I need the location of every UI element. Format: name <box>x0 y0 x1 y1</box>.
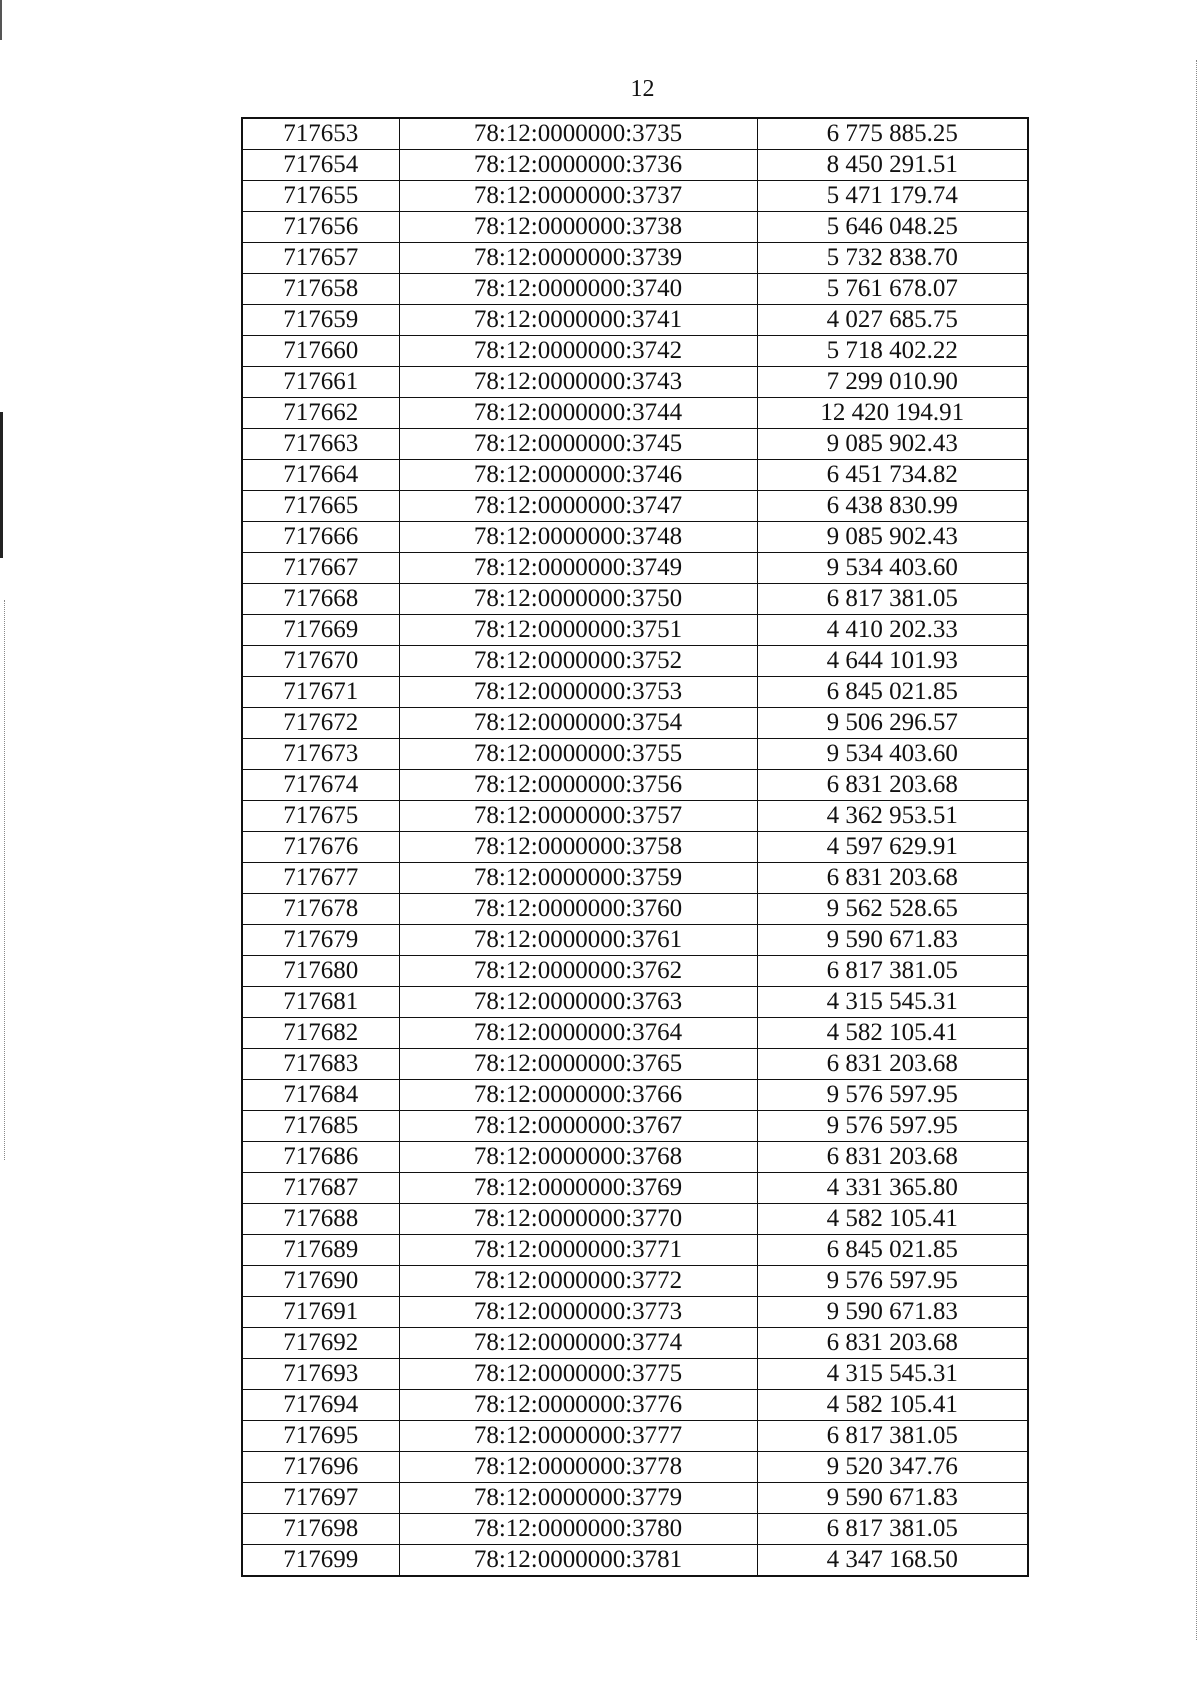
row-id-cell: 717679 <box>242 925 399 956</box>
cadastral-number-cell: 78:12:0000000:3773 <box>399 1297 757 1328</box>
table-row <box>242 956 1028 987</box>
cadastral-number-cell: 78:12:0000000:3767 <box>399 1111 757 1142</box>
row-id-cell: 717698 <box>242 1514 399 1545</box>
cadastral-value-cell: 9 085 902.43 <box>757 522 1028 553</box>
row-id-cell: 717680 <box>242 956 399 987</box>
cadastral-value-table <box>241 117 1027 1577</box>
table-row <box>242 1080 1028 1111</box>
cadastral-value-cell: 4 315 545.31 <box>757 987 1028 1018</box>
row-id-cell: 717689 <box>242 1235 399 1266</box>
cadastral-value-cell: 9 562 528.65 <box>757 894 1028 925</box>
table-row <box>242 1173 1028 1204</box>
table-row <box>242 429 1028 460</box>
row-id-cell: 717699 <box>242 1545 399 1577</box>
row-id-cell: 717675 <box>242 801 399 832</box>
row-id-cell: 717683 <box>242 1049 399 1080</box>
row-id-cell: 717662 <box>242 398 399 429</box>
row-id-cell: 717672 <box>242 708 399 739</box>
table-row <box>242 181 1028 212</box>
row-id-cell: 717668 <box>242 584 399 615</box>
row-id-cell: 717666 <box>242 522 399 553</box>
cadastral-value-cell: 12 420 194.91 <box>757 398 1028 429</box>
cadastral-value-cell: 4 315 545.31 <box>757 1359 1028 1390</box>
cadastral-value-cell: 4 347 168.50 <box>757 1545 1028 1577</box>
cadastral-value-cell: 9 534 403.60 <box>757 553 1028 584</box>
cadastral-number-cell: 78:12:0000000:3738 <box>399 212 757 243</box>
table-row <box>242 150 1028 181</box>
cadastral-value-cell: 6 817 381.05 <box>757 1514 1028 1545</box>
cadastral-number-cell: 78:12:0000000:3776 <box>399 1390 757 1421</box>
row-id-cell: 717661 <box>242 367 399 398</box>
cadastral-number-cell: 78:12:0000000:3744 <box>399 398 757 429</box>
cadastral-value-cell: 6 831 203.68 <box>757 1328 1028 1359</box>
cadastral-value-cell: 6 817 381.05 <box>757 584 1028 615</box>
cadastral-number-cell: 78:12:0000000:3759 <box>399 863 757 894</box>
table-row <box>242 894 1028 925</box>
table-row <box>242 305 1028 336</box>
table-row <box>242 832 1028 863</box>
cadastral-number-cell: 78:12:0000000:3757 <box>399 801 757 832</box>
table-row <box>242 677 1028 708</box>
table-row <box>242 739 1028 770</box>
table-row <box>242 1483 1028 1514</box>
row-id-cell: 717657 <box>242 243 399 274</box>
cadastral-value-cell: 4 597 629.91 <box>757 832 1028 863</box>
cadastral-number-cell: 78:12:0000000:3752 <box>399 646 757 677</box>
row-id-cell: 717677 <box>242 863 399 894</box>
page-number: 12 <box>630 76 655 102</box>
cadastral-number-cell: 78:12:0000000:3753 <box>399 677 757 708</box>
cadastral-number-cell: 78:12:0000000:3775 <box>399 1359 757 1390</box>
table-row <box>242 646 1028 677</box>
cadastral-number-cell: 78:12:0000000:3758 <box>399 832 757 863</box>
cadastral-number-cell: 78:12:0000000:3765 <box>399 1049 757 1080</box>
row-id-cell: 717665 <box>242 491 399 522</box>
table-row <box>242 1204 1028 1235</box>
cadastral-value-cell: 9 085 902.43 <box>757 429 1028 460</box>
row-id-cell: 717670 <box>242 646 399 677</box>
cadastral-number-cell: 78:12:0000000:3754 <box>399 708 757 739</box>
cadastral-number-cell: 78:12:0000000:3772 <box>399 1266 757 1297</box>
cadastral-value-cell: 4 644 101.93 <box>757 646 1028 677</box>
table-row <box>242 460 1028 491</box>
row-id-cell: 717688 <box>242 1204 399 1235</box>
row-id-cell: 717676 <box>242 832 399 863</box>
cadastral-value-cell: 4 582 105.41 <box>757 1390 1028 1421</box>
cadastral-value-cell: 9 590 671.83 <box>757 1297 1028 1328</box>
row-id-cell: 717673 <box>242 739 399 770</box>
cadastral-value-cell: 6 451 734.82 <box>757 460 1028 491</box>
cadastral-number-cell: 78:12:0000000:3769 <box>399 1173 757 1204</box>
cadastral-number-cell: 78:12:0000000:3781 <box>399 1545 757 1577</box>
cadastral-value-cell: 4 582 105.41 <box>757 1018 1028 1049</box>
cadastral-number-cell: 78:12:0000000:3735 <box>399 118 757 150</box>
cadastral-value-cell: 6 817 381.05 <box>757 1421 1028 1452</box>
table-row <box>242 1421 1028 1452</box>
row-id-cell: 717655 <box>242 181 399 212</box>
row-id-cell: 717658 <box>242 274 399 305</box>
table-row <box>242 1142 1028 1173</box>
cadastral-value-cell: 9 576 597.95 <box>757 1266 1028 1297</box>
cadastral-value-cell: 4 362 953.51 <box>757 801 1028 832</box>
cadastral-value-cell: 9 506 296.57 <box>757 708 1028 739</box>
cadastral-value-cell: 4 410 202.33 <box>757 615 1028 646</box>
table-row <box>242 243 1028 274</box>
cadastral-value-cell: 9 590 671.83 <box>757 925 1028 956</box>
cadastral-value-cell: 5 471 179.74 <box>757 181 1028 212</box>
row-id-cell: 717692 <box>242 1328 399 1359</box>
cadastral-number-cell: 78:12:0000000:3749 <box>399 553 757 584</box>
table-row <box>242 863 1028 894</box>
cadastral-value-cell: 4 027 685.75 <box>757 305 1028 336</box>
cadastral-number-cell: 78:12:0000000:3771 <box>399 1235 757 1266</box>
table-row <box>242 1111 1028 1142</box>
cadastral-value-cell: 9 534 403.60 <box>757 739 1028 770</box>
row-id-cell: 717697 <box>242 1483 399 1514</box>
table-row <box>242 1266 1028 1297</box>
row-id-cell: 717691 <box>242 1297 399 1328</box>
cadastral-value-cell: 7 299 010.90 <box>757 367 1028 398</box>
cadastral-value-cell: 9 576 597.95 <box>757 1080 1028 1111</box>
cadastral-number-cell: 78:12:0000000:3739 <box>399 243 757 274</box>
row-id-cell: 717667 <box>242 553 399 584</box>
cadastral-number-cell: 78:12:0000000:3743 <box>399 367 757 398</box>
cadastral-number-cell: 78:12:0000000:3741 <box>399 305 757 336</box>
cadastral-value-cell: 6 831 203.68 <box>757 1142 1028 1173</box>
cadastral-number-cell: 78:12:0000000:3777 <box>399 1421 757 1452</box>
row-id-cell: 717671 <box>242 677 399 708</box>
cadastral-value-cell: 6 817 381.05 <box>757 956 1028 987</box>
cadastral-value-cell: 6 831 203.68 <box>757 863 1028 894</box>
table-row <box>242 212 1028 243</box>
cadastral-number-cell: 78:12:0000000:3761 <box>399 925 757 956</box>
table-row <box>242 1297 1028 1328</box>
table-row <box>242 1514 1028 1545</box>
table-row <box>242 770 1028 801</box>
row-id-cell: 717659 <box>242 305 399 336</box>
row-id-cell: 717685 <box>242 1111 399 1142</box>
row-id-cell: 717656 <box>242 212 399 243</box>
scan-edge-mark <box>0 412 3 558</box>
table-row <box>242 1018 1028 1049</box>
cadastral-value-cell: 5 732 838.70 <box>757 243 1028 274</box>
row-id-cell: 717690 <box>242 1266 399 1297</box>
cadastral-number-cell: 78:12:0000000:3740 <box>399 274 757 305</box>
table-row <box>242 584 1028 615</box>
table-row <box>242 118 1028 150</box>
table-row <box>242 1328 1028 1359</box>
cadastral-value-cell: 6 831 203.68 <box>757 1049 1028 1080</box>
cadastral-number-cell: 78:12:0000000:3779 <box>399 1483 757 1514</box>
cadastral-value-cell: 9 520 347.76 <box>757 1452 1028 1483</box>
row-id-cell: 717653 <box>242 118 399 150</box>
cadastral-number-cell: 78:12:0000000:3768 <box>399 1142 757 1173</box>
scan-edge-dots-right <box>1196 60 1198 1640</box>
cadastral-number-cell: 78:12:0000000:3746 <box>399 460 757 491</box>
table-row <box>242 801 1028 832</box>
table-row <box>242 1049 1028 1080</box>
data-table <box>241 117 1029 1577</box>
row-id-cell: 717664 <box>242 460 399 491</box>
cadastral-value-cell: 5 761 678.07 <box>757 274 1028 305</box>
scan-corner-mark <box>0 0 2 40</box>
cadastral-number-cell: 78:12:0000000:3764 <box>399 1018 757 1049</box>
cadastral-value-cell: 5 646 048.25 <box>757 212 1028 243</box>
cadastral-number-cell: 78:12:0000000:3751 <box>399 615 757 646</box>
row-id-cell: 717682 <box>242 1018 399 1049</box>
cadastral-number-cell: 78:12:0000000:3763 <box>399 987 757 1018</box>
cadastral-number-cell: 78:12:0000000:3747 <box>399 491 757 522</box>
cadastral-value-cell: 4 331 365.80 <box>757 1173 1028 1204</box>
row-id-cell: 717687 <box>242 1173 399 1204</box>
table-row <box>242 1235 1028 1266</box>
row-id-cell: 717693 <box>242 1359 399 1390</box>
table-row <box>242 1452 1028 1483</box>
cadastral-number-cell: 78:12:0000000:3774 <box>399 1328 757 1359</box>
cadastral-value-cell: 5 718 402.22 <box>757 336 1028 367</box>
cadastral-number-cell: 78:12:0000000:3755 <box>399 739 757 770</box>
row-id-cell: 717686 <box>242 1142 399 1173</box>
cadastral-number-cell: 78:12:0000000:3778 <box>399 1452 757 1483</box>
row-id-cell: 717684 <box>242 1080 399 1111</box>
cadastral-number-cell: 78:12:0000000:3770 <box>399 1204 757 1235</box>
cadastral-number-cell: 78:12:0000000:3750 <box>399 584 757 615</box>
row-id-cell: 717674 <box>242 770 399 801</box>
table-row <box>242 274 1028 305</box>
cadastral-number-cell: 78:12:0000000:3756 <box>399 770 757 801</box>
cadastral-value-cell: 6 775 885.25 <box>757 118 1028 150</box>
cadastral-value-cell: 9 576 597.95 <box>757 1111 1028 1142</box>
table-row <box>242 522 1028 553</box>
table-row <box>242 1390 1028 1421</box>
table-row <box>242 553 1028 584</box>
scan-edge-dots-left <box>4 600 6 1160</box>
table-row <box>242 491 1028 522</box>
cadastral-number-cell: 78:12:0000000:3736 <box>399 150 757 181</box>
row-id-cell: 717695 <box>242 1421 399 1452</box>
row-id-cell: 717669 <box>242 615 399 646</box>
table-row <box>242 615 1028 646</box>
row-id-cell: 717681 <box>242 987 399 1018</box>
row-id-cell: 717654 <box>242 150 399 181</box>
table-row <box>242 398 1028 429</box>
table-row <box>242 1545 1028 1577</box>
row-id-cell: 717660 <box>242 336 399 367</box>
cadastral-number-cell: 78:12:0000000:3762 <box>399 956 757 987</box>
row-id-cell: 717678 <box>242 894 399 925</box>
cadastral-number-cell: 78:12:0000000:3742 <box>399 336 757 367</box>
cadastral-number-cell: 78:12:0000000:3780 <box>399 1514 757 1545</box>
cadastral-value-cell: 8 450 291.51 <box>757 150 1028 181</box>
cadastral-number-cell: 78:12:0000000:3745 <box>399 429 757 460</box>
row-id-cell: 717694 <box>242 1390 399 1421</box>
row-id-cell: 717696 <box>242 1452 399 1483</box>
table-body <box>242 118 1028 1576</box>
cadastral-value-cell: 6 831 203.68 <box>757 770 1028 801</box>
cadastral-value-cell: 4 582 105.41 <box>757 1204 1028 1235</box>
cadastral-number-cell: 78:12:0000000:3766 <box>399 1080 757 1111</box>
cadastral-value-cell: 6 845 021.85 <box>757 677 1028 708</box>
cadastral-value-cell: 6 845 021.85 <box>757 1235 1028 1266</box>
table-row <box>242 925 1028 956</box>
table-row <box>242 367 1028 398</box>
table-row <box>242 708 1028 739</box>
table-row <box>242 1359 1028 1390</box>
cadastral-number-cell: 78:12:0000000:3760 <box>399 894 757 925</box>
table-row <box>242 987 1028 1018</box>
table-row <box>242 336 1028 367</box>
cadastral-number-cell: 78:12:0000000:3748 <box>399 522 757 553</box>
row-id-cell: 717663 <box>242 429 399 460</box>
cadastral-value-cell: 6 438 830.99 <box>757 491 1028 522</box>
cadastral-number-cell: 78:12:0000000:3737 <box>399 181 757 212</box>
cadastral-value-cell: 9 590 671.83 <box>757 1483 1028 1514</box>
